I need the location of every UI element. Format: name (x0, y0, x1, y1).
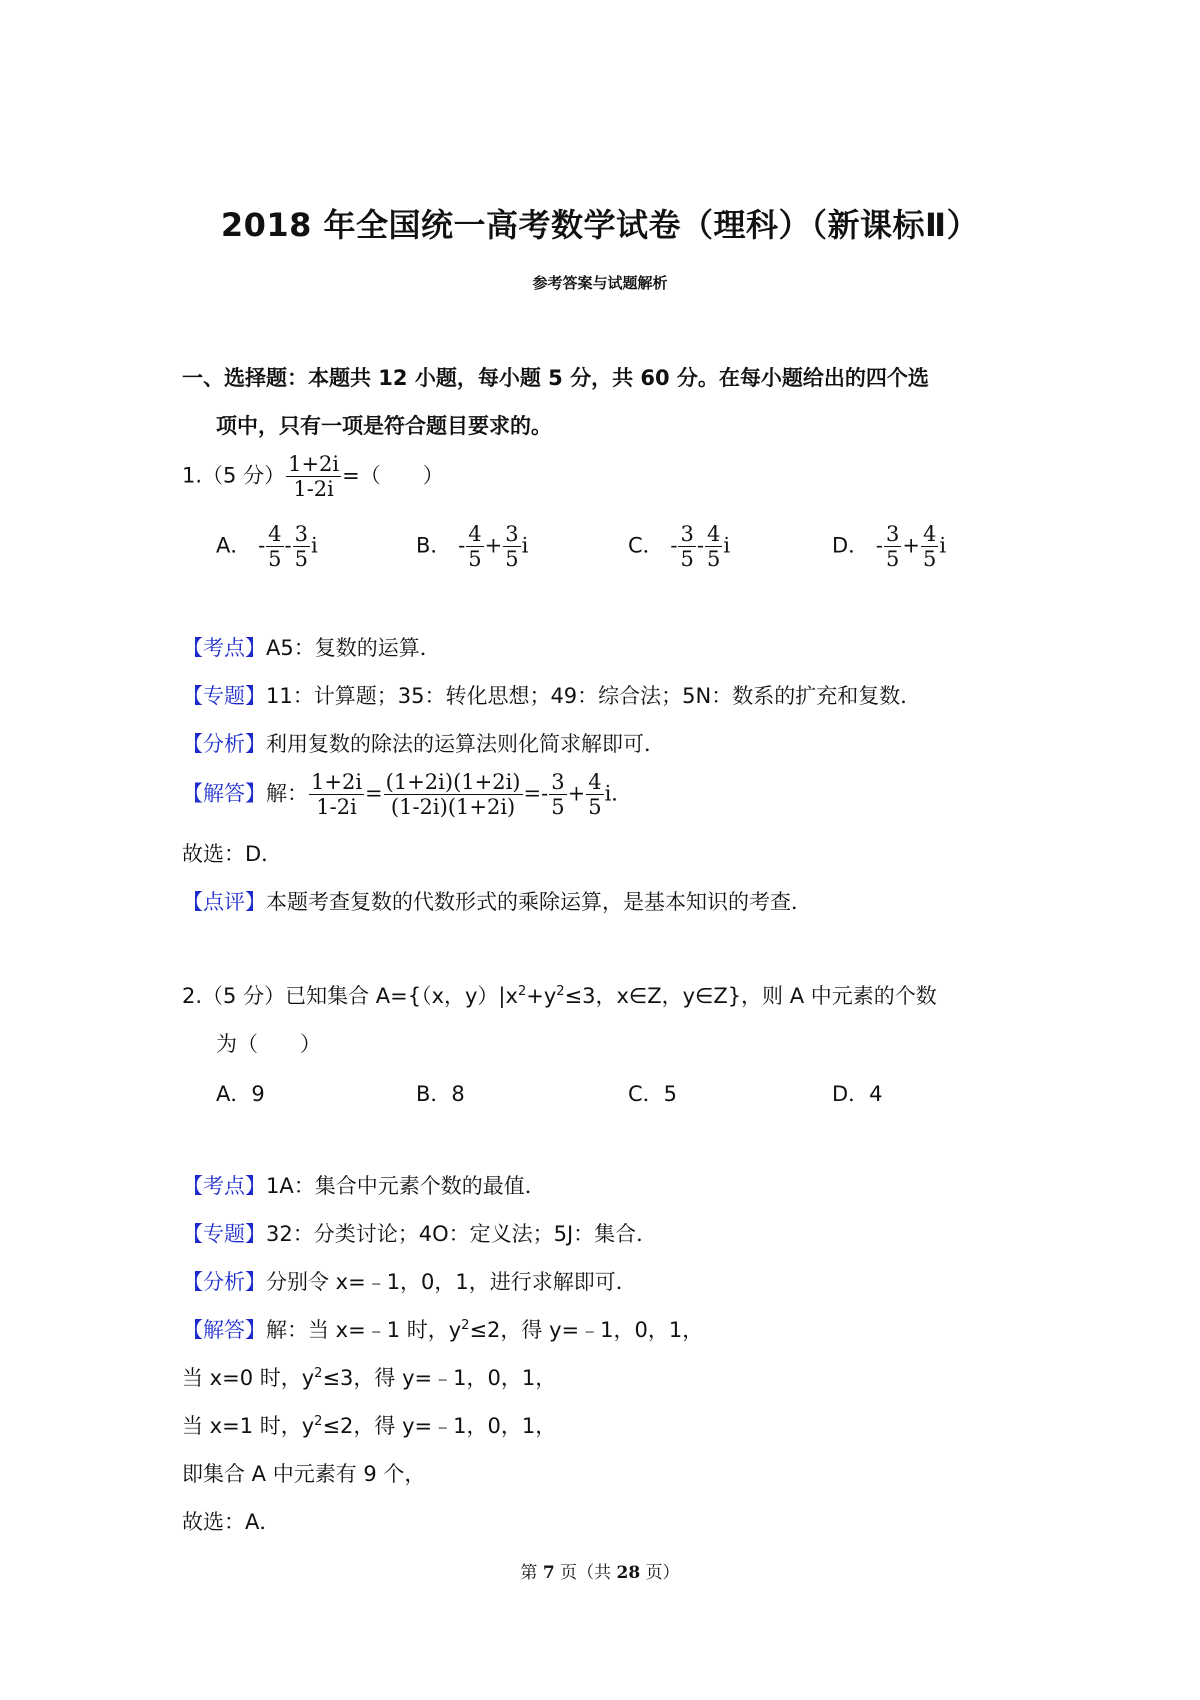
fraction-numerator: 4 (468, 522, 482, 546)
question-1-fraction (286, 452, 341, 501)
kaodian-text: A5：复数的运算． (266, 636, 441, 660)
q2-jieda (182, 1314, 703, 1344)
option-b-label: B． (416, 533, 452, 558)
option-d-fraction2 (921, 522, 938, 571)
jieda-text: ≤2，得 y=﹣1，0，1， (322, 1414, 557, 1438)
option-c-sign1: - (670, 533, 678, 558)
fraction-denominator: 5 (268, 547, 282, 572)
question-1-suffix: =（ ） (342, 463, 444, 488)
jieda-text: 当 x=1 时，y (182, 1414, 315, 1438)
option-d-sign2: + (902, 533, 920, 558)
jieda-text: ≤2，得 y=﹣1，0，1， (469, 1318, 704, 1342)
q1-kaodian (182, 632, 441, 662)
superscript: 2 (517, 984, 527, 999)
fraction-denominator: 5 (294, 547, 309, 572)
page-total: 28 (616, 1563, 641, 1583)
fenxi-text: 利用复数的除法的运算法则化简求解即可． (266, 732, 665, 756)
jieda-tag: 【解答】 (182, 781, 266, 806)
option-b-sign1: - (458, 533, 466, 558)
jieda-prefix: 解： (266, 781, 308, 806)
q2-jieda-line4: 即集合 A 中元素有 9 个， (182, 1462, 426, 1486)
jieda-tail: i． (604, 781, 633, 806)
fraction-denominator: 5 (680, 547, 694, 572)
kaodian-tag: 【考点】 (182, 636, 266, 660)
fraction-numerator: 3 (551, 770, 565, 794)
q2-kaodian (182, 1170, 546, 1200)
superscript: 2 (314, 1366, 323, 1381)
fraction-numerator: 4 (922, 522, 937, 546)
fraction-numerator: 3 (885, 522, 900, 546)
superscript: 2 (461, 1318, 470, 1333)
fraction-denominator: 5 (885, 547, 900, 572)
fraction-denominator: 5 (706, 547, 721, 572)
option-a-fraction1 (266, 522, 283, 571)
stem-part: +y (526, 984, 557, 1008)
page-number: 7 (542, 1563, 555, 1583)
option-c-label: C． (628, 533, 664, 558)
question-1-stem (182, 452, 444, 501)
option-a-sign2: - (284, 533, 292, 558)
jieda-sign: - (541, 781, 549, 806)
option-d (832, 522, 946, 571)
zhuanti-tag: 【专题】 (182, 1222, 266, 1246)
option-d-unit: i (939, 533, 947, 558)
fraction-numerator: 1+2i (311, 770, 363, 794)
option-b-fraction2 (503, 522, 520, 571)
jieda-equals-2: = (523, 781, 542, 806)
fraction-denominator: 5 (551, 795, 565, 820)
option-a-label: A． (216, 533, 252, 558)
fenxi-tag: 【分析】 (182, 1270, 266, 1294)
fraction-numerator: 3 (294, 522, 309, 546)
fraction-numerator: 3 (680, 522, 694, 546)
question-2-stem-line2: 为（ ） (216, 1032, 321, 1056)
jieda-fraction-4 (586, 770, 603, 819)
fraction-denominator: 1-2i (293, 477, 334, 502)
q1-jieda (182, 770, 632, 819)
zhuanti-text: 32：分类讨论；4O：定义法；5J：集合． (266, 1222, 658, 1246)
footer-text: 页（共 (560, 1563, 612, 1583)
question-1-prefix: 1.（5 分） (182, 463, 286, 488)
option-b-fraction1 (466, 522, 483, 571)
dianping-tag: 【点评】 (182, 890, 266, 914)
page-footer (0, 1558, 1200, 1583)
fraction-denominator: 1-2i (316, 795, 357, 820)
option-b-sign2: + (484, 533, 503, 558)
option-c-sign2: - (696, 533, 704, 558)
jieda-fraction-3 (549, 770, 566, 819)
question-2-stem (182, 980, 937, 1010)
fraction-numerator: 4 (268, 522, 282, 546)
option-b-unit: i (521, 533, 529, 558)
fraction-denominator: (1-2i)(1+2i) (390, 795, 516, 820)
superscript: 2 (556, 984, 565, 999)
kaodian-tag: 【考点】 (182, 1174, 266, 1198)
page-subtitle: 参考答案与试题解析 (532, 274, 668, 292)
kaodian-text: 1A：集合中元素个数的最值． (266, 1174, 546, 1198)
fraction-numerator: 4 (588, 770, 602, 794)
jieda-fraction-1 (309, 770, 364, 819)
option-a (216, 522, 318, 571)
option-d-sign1: - (875, 533, 883, 558)
page-title: 2018 年全国统一高考数学试卷（理科）（新课标Ⅱ） (220, 206, 980, 244)
superscript: 2 (314, 1414, 323, 1429)
q2-option-c: C．5 (628, 1082, 678, 1106)
jieda-text: ≤3，得 y=﹣1，0，1， (322, 1366, 557, 1390)
q2-guxuan: 故选：A． (182, 1510, 281, 1534)
option-b (416, 522, 528, 571)
q1-fenxi (182, 728, 665, 758)
section-heading-line2: 项中，只有一项是符合题目要求的。 (216, 414, 552, 438)
stem-part: ≤3，x∈Z，y∈Z}，则 A 中元素的个数 (564, 984, 937, 1008)
q2-zhuanti (182, 1218, 657, 1248)
dianping-text: 本题考查复数的代数形式的乘除运算，是基本知识的考查． (266, 890, 812, 914)
jieda-text: 当 x=0 时，y (182, 1366, 315, 1390)
q2-option-d: D．4 (832, 1082, 883, 1106)
zhuanti-text: 11：计算题；35：转化思想；49：综合法；5N：数系的扩充和复数． (266, 684, 922, 708)
fraction-denominator: 5 (922, 547, 937, 572)
fraction-numerator: (1+2i)(1+2i) (385, 770, 521, 794)
zhuanti-tag: 【专题】 (182, 684, 266, 708)
jieda-tag: 【解答】 (182, 1318, 266, 1342)
q2-option-b: B．8 (416, 1082, 465, 1106)
q2-fenxi (182, 1266, 637, 1296)
option-d-fraction1 (884, 522, 901, 571)
q1-guxuan: 故选：D． (182, 842, 283, 866)
fraction-numerator: 3 (505, 522, 519, 546)
q2-jieda-line3 (182, 1410, 556, 1440)
q1-zhuanti (182, 680, 921, 710)
fraction-numerator: 4 (706, 522, 721, 546)
option-c-fraction2 (705, 522, 722, 571)
q2-jieda-line2 (182, 1362, 556, 1392)
option-c (628, 522, 730, 571)
footer-text: 页） (645, 1563, 680, 1583)
q2-option-a: A．9 (216, 1082, 265, 1106)
option-a-fraction2 (293, 522, 310, 571)
option-c-fraction1 (678, 522, 695, 571)
fraction-denominator: 5 (468, 547, 482, 572)
jieda-equals-1: = (365, 781, 383, 806)
option-d-label: D． (832, 533, 870, 558)
option-a-unit: i (311, 533, 318, 558)
fraction-denominator: 5 (505, 547, 519, 572)
fenxi-tag: 【分析】 (182, 732, 266, 756)
stem-part: 2.（5 分）已知集合 A={（x，y）|x (182, 984, 518, 1008)
option-c-unit: i (723, 533, 731, 558)
option-a-sign1: - (258, 533, 266, 558)
jieda-plus: + (567, 781, 586, 806)
section-heading-line1: 一、选择题：本题共 12 小题，每小题 5 分，共 60 分。在每小题给出的四个选 (182, 366, 929, 390)
fraction-numerator: 1+2i (288, 452, 340, 476)
fenxi-text: 分别令 x=﹣1，0，1，进行求解即可． (266, 1270, 637, 1294)
jieda-text: 解：当 x=﹣1 时，y (266, 1318, 462, 1342)
fraction-denominator: 5 (588, 795, 602, 820)
jieda-fraction-2 (384, 770, 523, 819)
q1-dianping (182, 886, 812, 916)
footer-text: 第 (520, 1563, 538, 1583)
